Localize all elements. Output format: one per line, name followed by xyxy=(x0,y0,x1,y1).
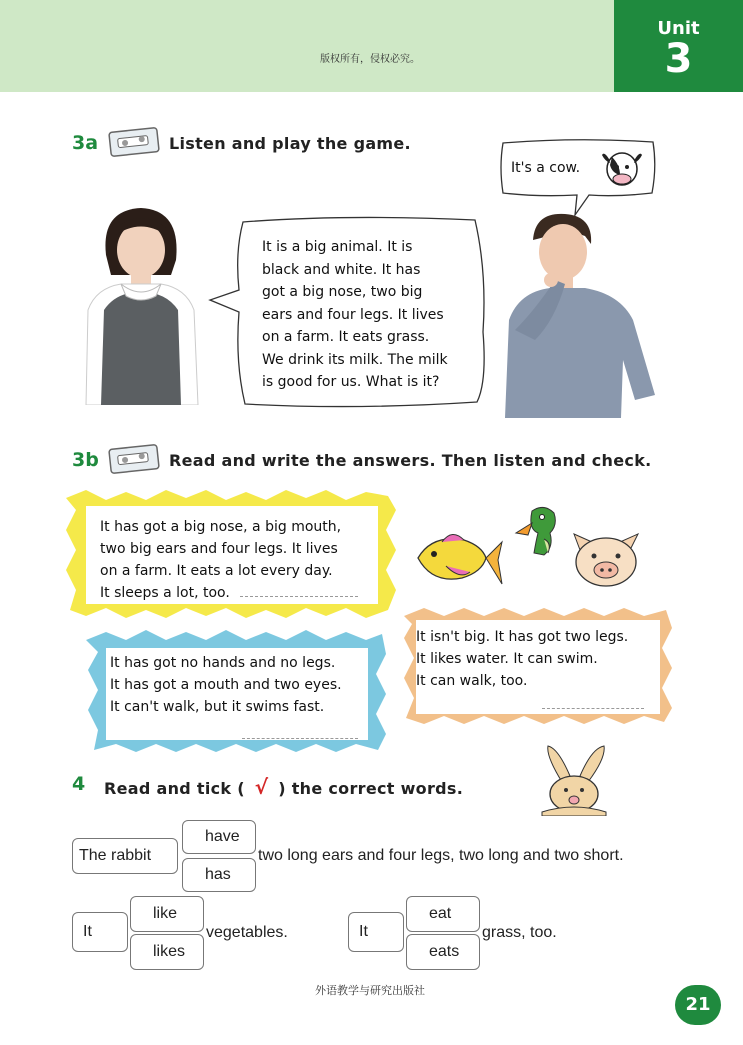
card-line: It can't walk, but it swims fast. xyxy=(110,699,325,715)
boy-illustration xyxy=(495,210,665,418)
section-4-title xyxy=(104,775,463,799)
card-line xyxy=(100,582,380,604)
option-have[interactable] xyxy=(182,820,256,854)
section-4-title-start: Read and tick ( xyxy=(104,779,245,798)
pig-illustration xyxy=(570,530,642,590)
unit-number: 3 xyxy=(664,36,693,82)
section-3a-title: Listen and play the game. xyxy=(169,134,411,153)
card-line: It likes water. It can swim. xyxy=(416,651,598,667)
orange-card-text xyxy=(416,626,666,692)
subject-text: It xyxy=(359,923,368,940)
option-eat[interactable] xyxy=(406,896,480,932)
sentence-rest: two long ears and four legs, two long and two short. xyxy=(258,847,624,864)
answer-blank[interactable] xyxy=(542,694,644,709)
card-line: on a farm. It eats a lot every day. xyxy=(100,563,333,579)
boy-bubble-text: It's a cow. xyxy=(511,160,581,176)
bubble-line: ears and four legs. It lives xyxy=(262,306,444,323)
page-number: 21 xyxy=(675,985,721,1025)
answer-blank[interactable] xyxy=(240,596,358,597)
card-line: It can walk, too. xyxy=(416,673,528,689)
card-line: two big ears and four legs. It lives xyxy=(100,541,338,557)
bubble-line: It is a big animal. It is xyxy=(262,239,413,255)
bubble-line: is good for us. What is it? xyxy=(262,374,440,390)
subject-piece xyxy=(72,912,128,952)
option-text: eats xyxy=(429,943,460,960)
option-like[interactable] xyxy=(130,896,204,932)
subject-text: The rabbit xyxy=(79,847,152,864)
bubble-line: on a farm. It eats grass. xyxy=(262,329,430,345)
subject-piece xyxy=(72,838,178,874)
option-text: have xyxy=(205,828,240,845)
yellow-card-text xyxy=(100,516,380,604)
card-line: It has got a mouth and two eyes. xyxy=(110,677,342,693)
unit-badge xyxy=(614,0,743,92)
section-3b-title: Read and write the answers. Then listen and check. xyxy=(169,451,652,470)
publisher-name: 外语教学与研究出版社 xyxy=(315,984,425,997)
card-line: It has got no hands and no legs. xyxy=(110,655,336,671)
girl-bubble-text xyxy=(262,236,477,394)
option-text: has xyxy=(205,866,231,883)
rabbit-illustration xyxy=(540,742,610,816)
section-3b-label: 3b xyxy=(72,449,99,471)
subject-piece xyxy=(348,912,404,952)
option-likes[interactable] xyxy=(130,934,204,970)
sentence-rest: grass, too. xyxy=(482,924,557,941)
duck-illustration xyxy=(514,503,564,559)
answer-blank[interactable] xyxy=(242,726,358,739)
sentence-rest: vegetables. xyxy=(206,924,288,941)
fish-illustration xyxy=(412,528,504,590)
bubble-line: black and white. It has xyxy=(262,261,421,278)
option-eats[interactable] xyxy=(406,934,480,970)
option-text: eat xyxy=(429,905,452,922)
tick-mark-icon: √ xyxy=(254,775,269,799)
copyright-notice: 版权所有，侵权必究。 xyxy=(320,54,420,65)
card-line: It has got a big nose, a big mouth, xyxy=(100,519,342,535)
option-has[interactable] xyxy=(182,858,256,892)
option-text: likes xyxy=(153,943,186,960)
unit-word: Unit xyxy=(657,18,700,39)
bubble-line: got a big nose, two big xyxy=(262,284,423,300)
cassette-icon xyxy=(108,444,160,474)
bubble-line: We drink its milk. The milk xyxy=(262,351,448,368)
header-band xyxy=(0,0,614,92)
card-line-text: It sleeps a lot, too. xyxy=(100,585,230,601)
blue-card-text xyxy=(110,652,380,718)
card-line: It isn't big. It has got two legs. xyxy=(416,629,629,645)
section-3a-label: 3a xyxy=(72,132,99,154)
subject-text: It xyxy=(83,923,92,940)
section-4-label: 4 xyxy=(72,773,86,795)
girl-illustration xyxy=(76,200,206,405)
cow-face-icon xyxy=(600,145,644,189)
option-text: like xyxy=(153,905,178,922)
cassette-icon xyxy=(108,127,160,157)
section-4-title-end: ) the correct words. xyxy=(278,779,464,798)
